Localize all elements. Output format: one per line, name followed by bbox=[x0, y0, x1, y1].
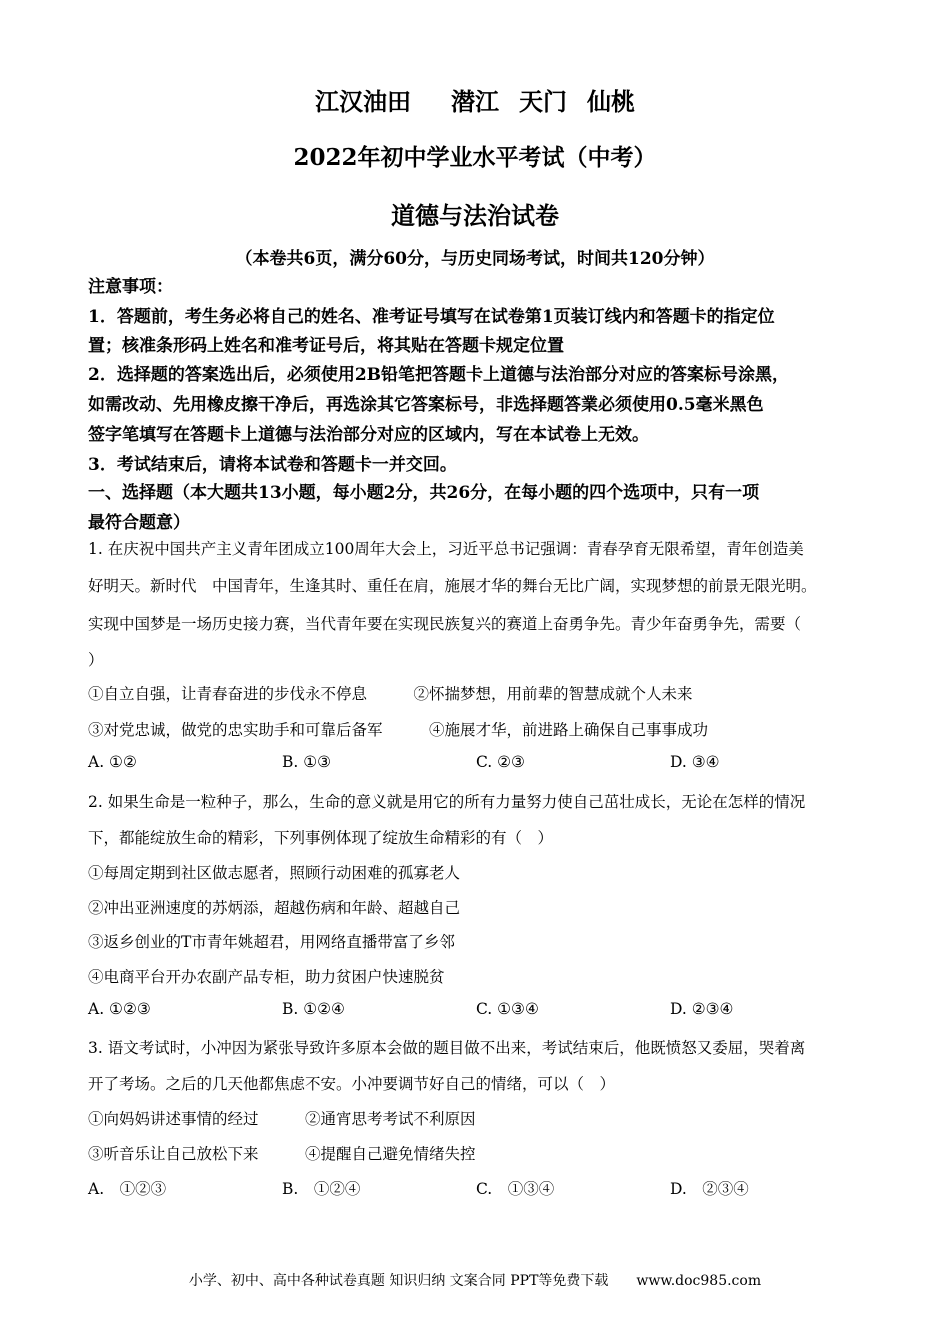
question-2-option-c: C. ①③④ bbox=[476, 1000, 539, 1018]
question-3-option-c: C. ①③④ bbox=[476, 1180, 555, 1198]
question-3-stem: 开了考场。之后的几天他都焦虑不安。小冲要调节好自己的情绪，可以（ ） bbox=[88, 1075, 616, 1093]
question-1-option-d: D. ③④ bbox=[670, 753, 720, 771]
notes-line: 签字笔填写在答题卡上道德与法治部分对应的区域内，写在本试卷上无效。 bbox=[88, 425, 649, 445]
region-jianghan: 江汉油田 bbox=[315, 87, 411, 116]
question-3-item: ①向妈妈讲述事情的经过 ②通宵思考考试不利原因 bbox=[88, 1110, 476, 1128]
subject-title: 道德与法治试卷 bbox=[391, 201, 559, 230]
question-3-item: ③听音乐让自己放松下来 ④提醒自己避免情绪失控 bbox=[88, 1145, 476, 1163]
question-2-option-b: B. ①②④ bbox=[282, 1000, 345, 1018]
notes-line: 3．考试结束后，请将本试卷和答题卡一并交回。 bbox=[88, 455, 457, 475]
question-1-stem: 实现中国梦是一场历史接力赛，当代青年要在实现民族复兴的赛道上奋勇争先。青少年奋勇争先，需要（ bbox=[88, 615, 802, 633]
question-1-item: ①自立自强，让青春奋进的步伐永不停息 ②怀揣梦想，用前辈的智慧成就个人未来 bbox=[88, 685, 693, 703]
region-tianmen: 天门 bbox=[519, 87, 567, 116]
question-2-option-a: A. ①②③ bbox=[88, 1000, 151, 1018]
question-2-item: ①每周定期到社区做志愿者，照顾行动困难的孤寡老人 bbox=[88, 864, 461, 882]
region-xiantao: 仙桃 bbox=[587, 87, 635, 116]
question-3-option-b: B. ①②④ bbox=[282, 1180, 361, 1198]
exam-title: 2022年初中学业水平考试（中考） bbox=[293, 144, 657, 171]
page-footer: 小学、初中、高中各种试卷真题 知识归纳 文案合同 PPT等免费下载 www.doc985.com bbox=[188, 1273, 762, 1289]
exam-subtitle: （本卷共6页，满分60分，与历史同场考试，时间共120分钟） bbox=[235, 249, 715, 269]
question-2-option-d: D. ②③④ bbox=[670, 1000, 734, 1018]
region-title bbox=[0, 82, 950, 117]
notes-line: 2．选择题的答案选出后，必须使用2B铅笔把答题卡上道德与法治部分对应的答案标号涂黑， bbox=[88, 365, 790, 385]
question-2-stem: 下，都能绽放生命的精彩，下列事例体现了绽放生命精彩的有（ ） bbox=[88, 829, 554, 847]
question-1-stem: 1. 在庆祝中国共产主义青年团成立100周年大会上，习近平总书记强调：青春孕育无限希望，青年创造美 bbox=[88, 540, 804, 558]
question-1-item: ③对党忠诚，做党的忠实助手和可靠后备军 ④施展才华，前进路上确保自己事事成功 bbox=[88, 721, 709, 739]
section-heading: 一、选择题（本大题共13小题，每小题2分，共26分，在每小题的四个选项中，只有一项 bbox=[88, 483, 760, 503]
question-2-item: ③返乡创业的T市青年姚超君，用网络直播带富了乡邻 bbox=[88, 933, 455, 951]
question-2-stem: 2. 如果生命是一粒种子，那么，生命的意义就是用它的所有力量努力使自己茁壮成长，无论在怎样的情况 bbox=[88, 793, 806, 811]
question-3-stem: 3. 语文考试时，小冲因为紧张导致许多原本会做的题目做不出来，考试结束后，他既愤怒又委屈，哭着离 bbox=[88, 1039, 806, 1057]
question-2-item: ②冲出亚洲速度的苏炳添，超越伤病和年龄、超越自己 bbox=[88, 899, 461, 917]
question-1-option-b: B. ①③ bbox=[282, 753, 332, 771]
question-1-option-a: A. ①② bbox=[88, 753, 137, 771]
notes-line: 如需改动、先用橡皮擦干净后，再选涂其它答案标号，非选择题答業必须使用0.5毫米黑色 bbox=[88, 395, 764, 415]
notes-heading: 注意事项： bbox=[88, 277, 173, 297]
question-1-stem: 好明天。新时代 中国青年，生逢其时、重任在肩，施展才华的舞台无比广阔，实现梦想的前景无限光明。 bbox=[88, 577, 817, 595]
section-heading-cont: 最符合题意） bbox=[88, 513, 190, 533]
question-2-item: ④电商平台开办农副产品专柜，助力贫困户快速脱贫 bbox=[88, 968, 445, 986]
question-1-stem: ） bbox=[88, 651, 104, 669]
question-1-option-c: C. ②③ bbox=[476, 753, 525, 771]
notes-line: 1．答题前，考生务必将自己的姓名、准考证号填写在试卷第1页装订线内和答题卡的指定位 bbox=[88, 307, 775, 327]
question-3-option-d: D. ②③④ bbox=[670, 1180, 749, 1198]
question-3-option-a: A. ①②③ bbox=[88, 1180, 167, 1198]
notes-line: 置；核准条形码上姓名和准考证号后，将其贴在答题卡规定位置 bbox=[88, 336, 564, 356]
region-qianjiang: 潜江 bbox=[451, 87, 499, 116]
